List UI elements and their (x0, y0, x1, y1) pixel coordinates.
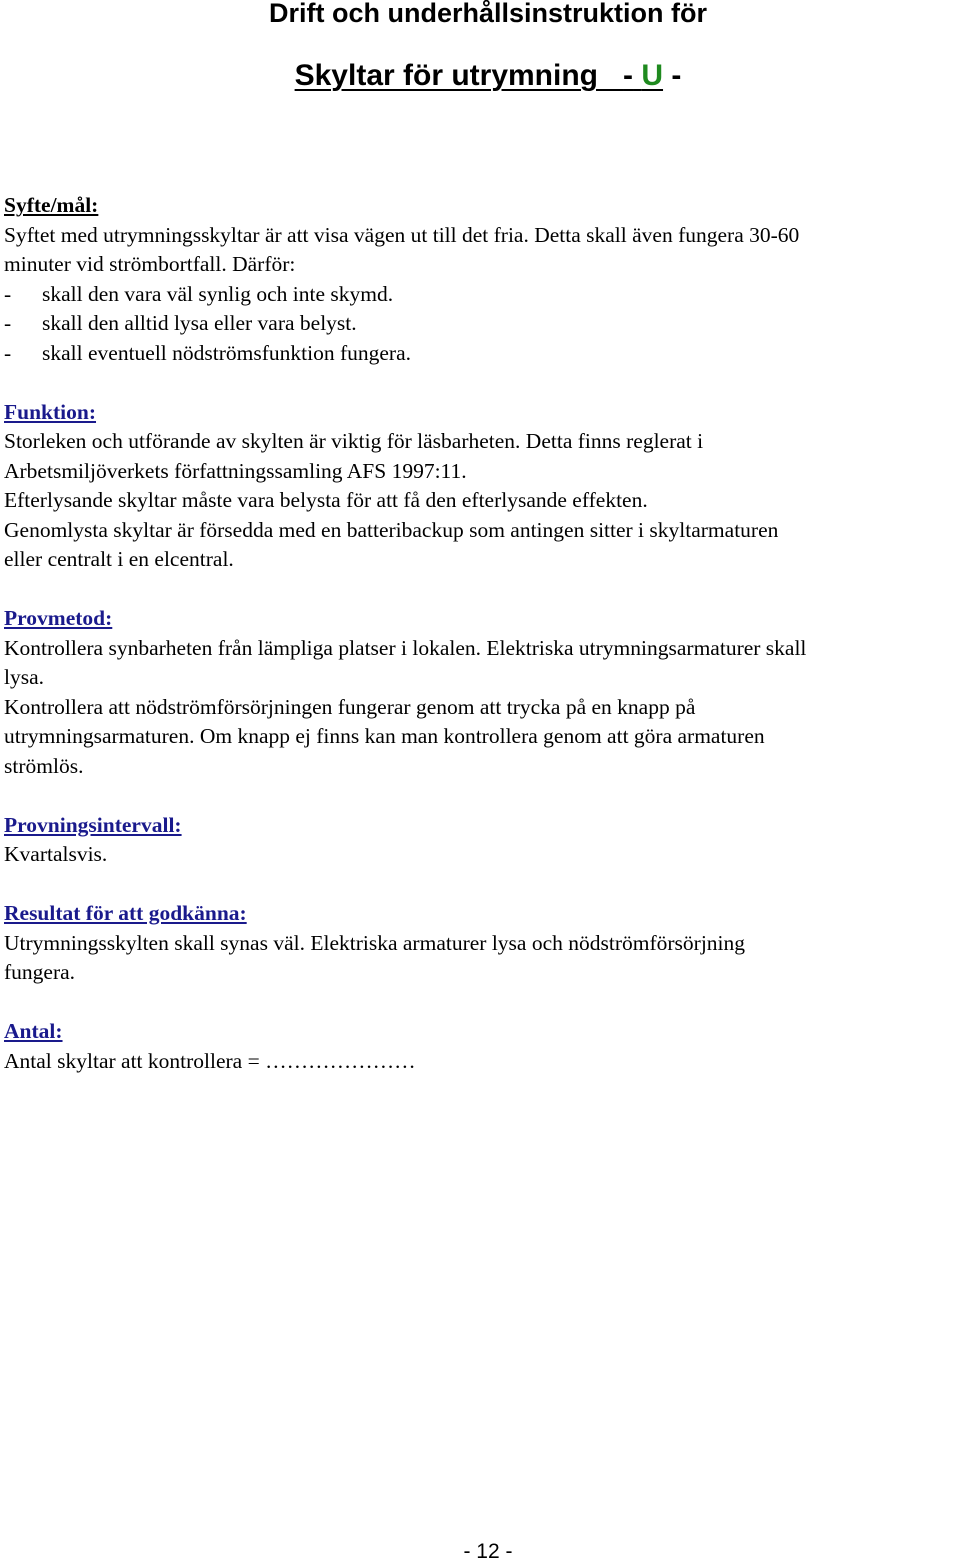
text-line: Genomlysta skyltar är försedda med en batteribackup som antingen sitter i skyltarmaturen (4, 517, 779, 542)
text-line: minuter vid strömbortfall. Därför: (4, 252, 296, 276)
text-line: utrymningsarmaturen. Om knapp ej finns kan man kontrollera genom att göra armaturen (4, 724, 765, 748)
text-line: eller centralt i en elcentral. (4, 547, 234, 571)
text-line: Antal skyltar att kontrollera = ………………… (4, 1048, 416, 1073)
heading-provmetod: Provmetod: (4, 606, 113, 630)
text-line: Efterlysande skyltar måste vara belysta för att få den efterlysande effekten. (4, 488, 648, 512)
text-line: Storleken och utförande av skylten är viktig för läsbarheten. Detta finns reglerat i (4, 429, 704, 453)
heading-funktion: Funktion: (4, 399, 97, 424)
bullet-text: skall eventuell nödströmsfunktion fungera. (42, 340, 412, 365)
section-provmetod (4, 604, 960, 781)
bullet-marker: - (4, 281, 12, 306)
bullet-item (4, 309, 960, 339)
title-line-1: Drift och underhållsinstruktion för (268, 0, 707, 28)
section-provningsintervall (4, 811, 960, 870)
text-line: Syftet med utrymningsskyltar är att visa vägen ut till det fria. Detta skall även fungera 30-60 (4, 222, 800, 247)
subtitle-dash-right: - (671, 59, 682, 92)
bullet-item (4, 339, 960, 369)
text-line: Kvartalsvis. (4, 842, 108, 866)
bullet-marker: - (4, 340, 12, 365)
bullet-item (4, 280, 960, 310)
text-line: Utrymningsskylten skall synas väl. Elektriska armaturer lysa och nödströmförsörjning (4, 930, 746, 955)
heading-resultat: Resultat för att godkänna: (4, 901, 247, 925)
section-antal (4, 1017, 960, 1076)
heading-syfte: Syfte/mål: (4, 193, 99, 217)
text-line: Kontrollera att nödströmförsörjningen fungerar genom att trycka på en knapp på (4, 694, 696, 719)
text-line: fungera. (4, 960, 76, 984)
section-funktion (4, 398, 960, 575)
document-body (4, 191, 960, 1106)
text-line: strömlös. (4, 753, 84, 778)
subtitle-letter-u: U (641, 59, 664, 92)
text-line: Arbetsmiljöverkets författningssamling AFS 1997:11. (4, 458, 467, 483)
page-number: - 12 - (463, 1540, 513, 1563)
bullet-marker: - (4, 311, 12, 335)
document-title (0, 0, 960, 30)
heading-antal: Antal: (4, 1019, 63, 1043)
heading-provningsintervall: Provningsintervall: (4, 812, 182, 837)
section-resultat (4, 899, 960, 988)
subtitle-dash-left: - (623, 59, 634, 92)
bullet-text: skall den alltid lysa eller vara belyst. (42, 311, 357, 335)
document-subtitle (0, 56, 960, 96)
text-line: lysa. (4, 665, 45, 689)
section-syfte (4, 191, 960, 368)
bullet-text: skall den vara väl synlig och inte skymd. (42, 281, 394, 306)
subtitle-underlined (295, 59, 663, 92)
subtitle-gap (598, 59, 623, 92)
subtitle-main: Skyltar för utrymning (294, 59, 598, 92)
text-line: Kontrollera synbarheten från lämpliga platser i lokalen. Elektriska utrymningsarmaturer skall (4, 635, 807, 660)
